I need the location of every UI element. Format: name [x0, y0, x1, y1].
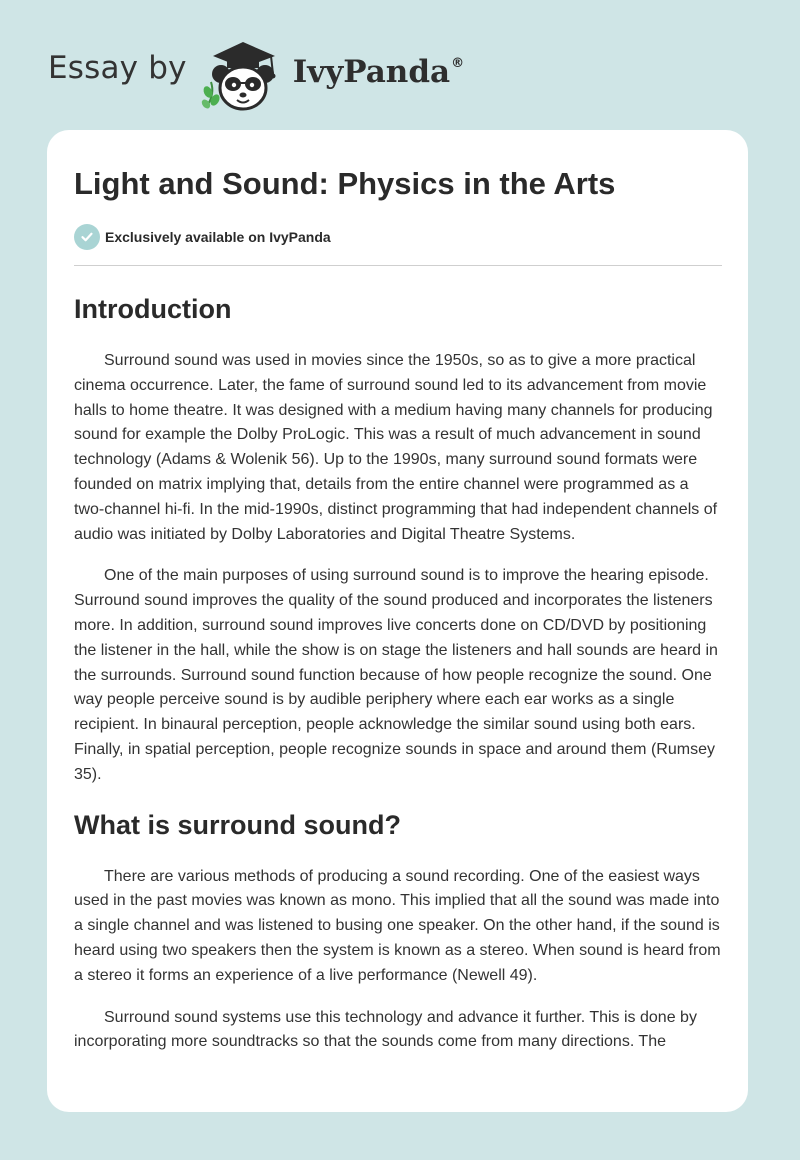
paragraph: Surround sound systems use this technology and advance it further. This is done by incorporating more soundtracks so that the sounds come from many directions. The — [74, 1008, 697, 1051]
page-title: Light and Sound: Physics in the Arts — [74, 166, 616, 201]
divider — [74, 265, 722, 266]
ivypanda-logo-icon[interactable] — [197, 34, 289, 114]
brand-text: IvyPanda — [292, 54, 451, 90]
paragraph: There are various methods of producing a sound recording. One of the easiest ways used in the past movies was known as mono. This implied that all the sound was made into a single channel and was listened to busing one speaker. On the other hand, if the sound is heard using two speakers then the system is known as a stereo. When sound is heard from a stereo it forms an experience of a live performance (Newell 49). — [74, 867, 721, 984]
section-heading-what-is-surround-sound: What is surround sound? — [74, 809, 401, 840]
site-header — [48, 34, 464, 114]
paragraph: Surround sound was used in movies since the 1950s, so as to give a more practical cinema occurrence. Later, the fame of surround sound led to its advancement from movie halls to home theatre. It was designed with a medium having many channels for producing sound for example the Dolby ProLogic. This was a result of much advancement in sound technology (Adams & Wolenik 56). Up to the 1990s, many surround sound formats were founded on matrix implying that, details from the entire channel were programmed as a two-channel hi-fi. In the mid-1990s, distinct programming that had independent channels of audio was initiated by Dolby Laboratories and Digital Theatre Systems. — [74, 352, 718, 543]
check-circle-icon — [74, 224, 100, 250]
essay-card — [47, 130, 748, 1112]
exclusive-badge — [74, 224, 722, 250]
section-heading-introduction: Introduction — [74, 294, 232, 324]
essay-by-label: Essay by — [48, 50, 187, 86]
exclusive-label: Exclusively available on IvyPanda — [105, 229, 331, 245]
registered-mark: ® — [451, 56, 465, 71]
paragraph: One of the main purposes of using surround sound is to improve the hearing episode. Surround sound improves the quality of the sound produced and incorporates the listeners more. In addition, surround sound improves live concerts done on CD/DVD by positioning the listener in the hall, while the show is on stage the listeners and hall sounds are heard in the surrounds. Surround sound function because of how people recognize the sound. One way people perceive sound is by audible periphery where each ear works as a single recipient. In binaural perception, people acknowledge the similar sound using both ears. Finally, in spatial perception, people recognize sounds in space and around them (Rumsey 35). — [74, 567, 718, 783]
brand-name[interactable] — [293, 54, 464, 90]
